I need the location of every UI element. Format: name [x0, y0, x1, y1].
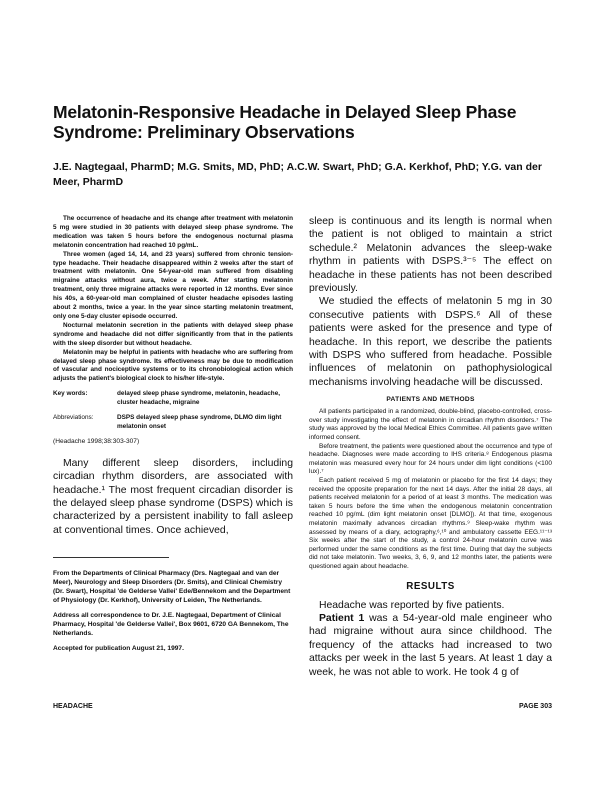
intro-paragraph: Many different sleep disorders, including circadian rhythm disorders, are associated with headache.¹ The most frequent circadian disorder is the delayed sleep phase syndrome (DSPS) which is characterized by a persistent inability to fall asleep at conventional times. Once achieved,: [53, 457, 293, 536]
results-section: [309, 599, 552, 679]
abstract-paragraph: Melatonin may be helpful in patients with headache who are suffering from delayed sleep phase syndrome. Its effectiveness may be due to modification of vascular and nociceptive systems or to its chronobiological action which adjusts the patient's biological clock to his/her life-style.: [53, 348, 293, 383]
abstract-paragraph: Nocturnal melatonin secretion in the patients with delayed sleep phase syndrome and headache did not differ significantly from that in the patients with the sleep disorder but without headache.: [53, 321, 293, 347]
footnote-divider: [53, 557, 169, 558]
keywords-text: delayed sleep phase syndrome, melatonin, headache, cluster headache, migraine: [117, 390, 281, 407]
left-column: [53, 215, 293, 660]
correspondence-address: Address all correspondence to Dr. J.E. Nagtegaal, Department of Clinical Pharmacy, Hospital 'de Gelderse Vallei', Box 9601, 6720 GA Bennekom, The Netherlands.: [53, 611, 289, 637]
patient-description: was a 54-year-old male engineer who had migraine without aura since childhood. The frequency of the attacks had increased to two attacks per week in the last 5 years. At least 1 day a week, he was not able to work. He took 4 g of: [309, 612, 552, 678]
methods-paragraph: Each patient received 5 mg of melatonin or placebo for the first 14 days; they received the opposite preparation for the next 14 days. After the initial 28 days, all patients received melatonin for a period of at least 3 months. The medication was taken 5 hours before the time when the endogenous melatonin concentration reached 10 pg/mL (dim light melatonin onset [DLMO]). At that time, exogenous melatonin maximally advances circadian rhythms.⁹ Sleep-wake rhythm was assessed by means of a diary, actography,⁶,¹⁰ and ambulatory cassette EEG.¹¹⁻¹³ Six weeks after the start of the study, a control 24-hour melatonin curve was performed under the same conditions as the first time. During that day the subjects did not take melatonin. Two weeks, 3, 6, 9, and 12 months later, the patients were questioned again about headache.: [309, 477, 552, 570]
abbreviations-text: DSPS delayed sleep phase syndrome, DLMO dim light melatonin onset: [117, 414, 282, 430]
abstract: [53, 215, 293, 384]
results-heading: RESULTS: [406, 580, 455, 592]
intro-paragraph: We studied the effects of melatonin 5 mg in 30 consecutive patients with DSPS.⁶ All of these patients were asked for the presence and type of headache. In this report, we describe the patients with DSPS who suffered from headache. Possible influences of melatonin on pathophysiological mechanisms involving headache will be discussed.: [309, 296, 552, 388]
results-paragraph: Headache was reported by five patients.: [319, 599, 505, 611]
intro-continued: sleep is continuous and its length is normal when the patient is not obliged to maintain a strict schedule.² Melatonin advances the sleep-wake rhythm in patients with DSPS.³⁻⁵ The effect on headache in these patients has not been described previously.: [309, 216, 552, 295]
accepted-date: Accepted for publication August 21, 1997.: [53, 644, 184, 652]
results-paragraph: [309, 612, 552, 679]
affiliation: From the Departments of Clinical Pharmacy (Drs. Nagtegaal and van der Meer), Neurology and Sleep Disorders (Dr. Smits), and Clinical Chemistry (Dr. Swart), Hospital 'de Gelderse Vallei' Ede/Bennekom and the Department of Physiology (Dr. Kerkhof), University of Leiden, The Netherlands.: [53, 570, 291, 604]
methods-section: [309, 408, 552, 571]
citation: (Headache 1998;38:303-307): [53, 437, 140, 445]
journal-name: HEADACHE: [53, 703, 93, 710]
methods-heading: PATIENTS AND METHODS: [386, 396, 475, 404]
keywords-label: Key words:: [53, 390, 88, 398]
methods-paragraph: Before treatment, the patients were questioned about the occurrence and type of headache. Diagnoses were made according to IHS criteria.⁸ Endogenous plasma melatonin was measured every hour for 24 hours under dim light conditions (<100 lux).⁷: [309, 442, 552, 476]
abstract-paragraph: The occurrence of headache and its change after treatment with melatonin 5 mg were studied in 30 patients with delayed sleep phase syndrome. The medication was taken 5 hours before the endogenous nocturnal plasma melatonin concentration had reached 10 pg/mL.: [53, 215, 293, 249]
author-list: J.E. Nagtegaal, PharmD; M.G. Smits, MD, PhD; A.C.W. Swart, PhD; G.A. Kerkhof, PhD; Y.G. van der Meer, PharmD: [53, 161, 542, 188]
affiliation-footnote: [53, 570, 293, 653]
right-column: [309, 215, 552, 679]
keywords: [53, 390, 293, 408]
page-number: PAGE 303: [519, 703, 552, 710]
patient-label: Patient 1: [319, 612, 365, 624]
methods-paragraph: All patients participated in a randomized, double-blind, placebo-controlled, cross-over study investigating the effect of melatonin in circadian rhythm disorders.⁷ The study was approved by the local Medical Ethics Committee. All patients gave written informed consent.: [309, 408, 552, 442]
abbreviations-label: Abbreviations:: [53, 414, 94, 422]
abbreviations: [53, 414, 293, 432]
abstract-paragraph: Three women (aged 14, 14, and 23 years) suffered from chronic tension-type headache. Their headache disappeared within 2 weeks after the start of treatment with melatonin. One 54-year-old man suffered from disabling migraine attacks without aura, twice a week. After starting melatonin treatment, only three migraine attacks were reported in 12 months. Ever since his 40s, a 60-year-old man complained of cluster headache episodes lasting about 2 months, twice a year. In the year since starting melatonin treatment, only one 5-day cluster episode occurred.: [53, 250, 293, 320]
article-title: Melatonin-Responsive Headache in Delayed Sleep Phase Syndrome: Preliminary Observations: [53, 102, 517, 142]
